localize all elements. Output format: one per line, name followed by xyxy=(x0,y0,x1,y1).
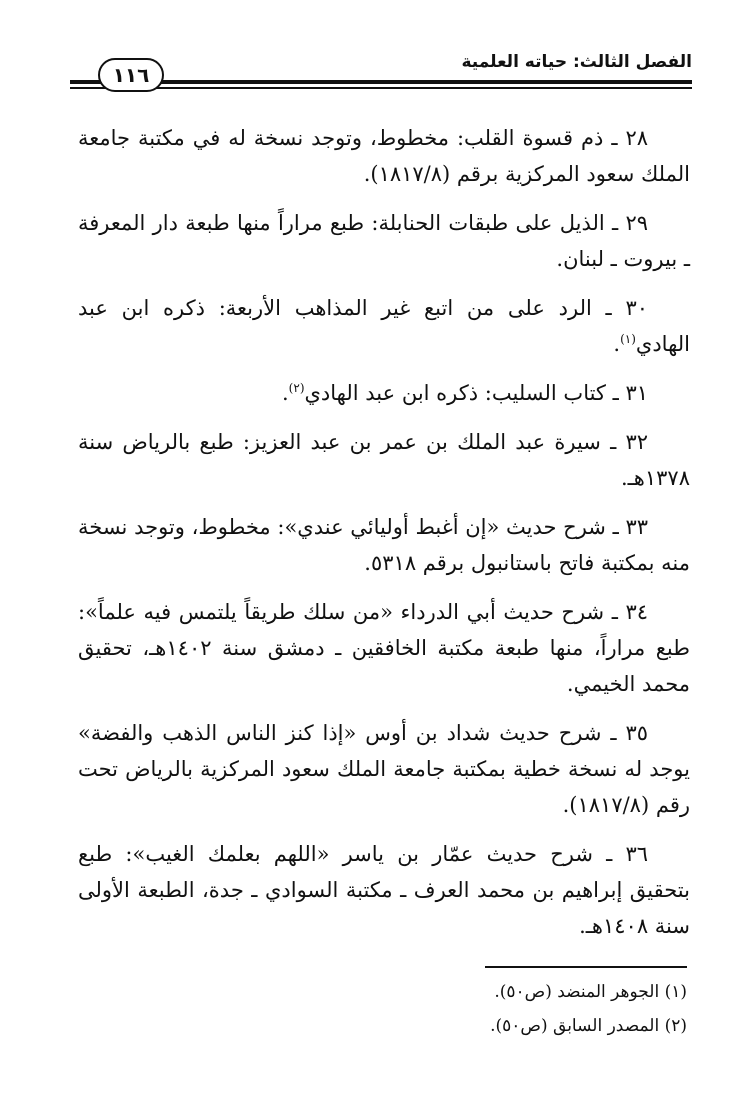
list-item xyxy=(78,290,690,362)
entry-period: . xyxy=(281,381,289,405)
footnote: (١) الجوهر المنضد (ص٥٠). xyxy=(494,982,687,1002)
entry-period: . xyxy=(613,332,621,356)
footnote-separator xyxy=(485,966,687,968)
footnotes xyxy=(75,975,687,1043)
entry-text: ٣٠ ـ الرد على من اتبع غير المذاهب الأربعة: ذكره ابن عبد الهادي xyxy=(78,296,690,356)
footnote-ref[interactable]: (١) xyxy=(620,332,636,346)
list-item: ٣٢ ـ سيرة عبد الملك بن عمر بن عبد العزيز: طبع بالرياض سنة ١٣٧٨هـ. xyxy=(78,430,690,490)
header-rule-thin xyxy=(70,87,692,89)
list-item: ٣٥ ـ شرح حديث شداد بن أوس «إذا كنز الناس الذهب والفضة» يوجد له نسخة خطية بمكتبة جامعة الملك سعود المركزية بالرياض تحت رقم (١٨١٧/٨). xyxy=(78,721,690,817)
list-item: ٣٤ ـ شرح حديث أبي الدرداء «من سلك طريقاً يلتمس فيه علماً»: طبع مراراً، منها طبعة مكتبة الخافقين ـ دمشق سنة ١٤٠٢هـ، تحقيق محمد الخيمي. xyxy=(78,600,690,696)
footnote-ref[interactable]: (٢) xyxy=(288,381,305,395)
list-item: ٢٨ ـ ذم قسوة القلب: مخطوط، وتوجد نسخة له في مكتبة جامعة الملك سعود المركزية برقم (١٨١٧/٨). xyxy=(78,126,690,186)
page-number-badge: ١١٦ xyxy=(98,58,164,92)
footnote: (٢) المصدر السابق (ص٥٠). xyxy=(490,1016,687,1036)
list-item: ٢٩ ـ الذيل على طبقات الحنابلة: طبع مراراً منها طبعة دار المعرفة ـ بيروت ـ لبنان. xyxy=(78,211,690,271)
page-header xyxy=(70,50,692,96)
header-rule-thick xyxy=(70,80,692,84)
list-item: ٣٦ ـ شرح حديث عمّار بن ياسر «اللهم بعلمك الغيب»: طبع بتحقيق إبراهيم بن محمد العرف ـ مكتبة السوادي ـ جدة، الطبعة الأولى سنة ١٤٠٨هـ. xyxy=(78,842,690,938)
list-item: ٣٣ ـ شرح حديث «إن أغبط أوليائي عندي»: مخطوط، وتوجد نسخة منه بمكتبة فاتح باستانبول برقم ٥٣١٨. xyxy=(78,515,690,575)
list-item xyxy=(78,375,690,411)
running-chapter-title: الفصل الثالث: حياته العلمية xyxy=(461,52,692,72)
entry-text: ٣١ ـ كتاب السليب: ذكره ابن عبد الهادي xyxy=(304,381,648,405)
page-body xyxy=(78,120,690,957)
